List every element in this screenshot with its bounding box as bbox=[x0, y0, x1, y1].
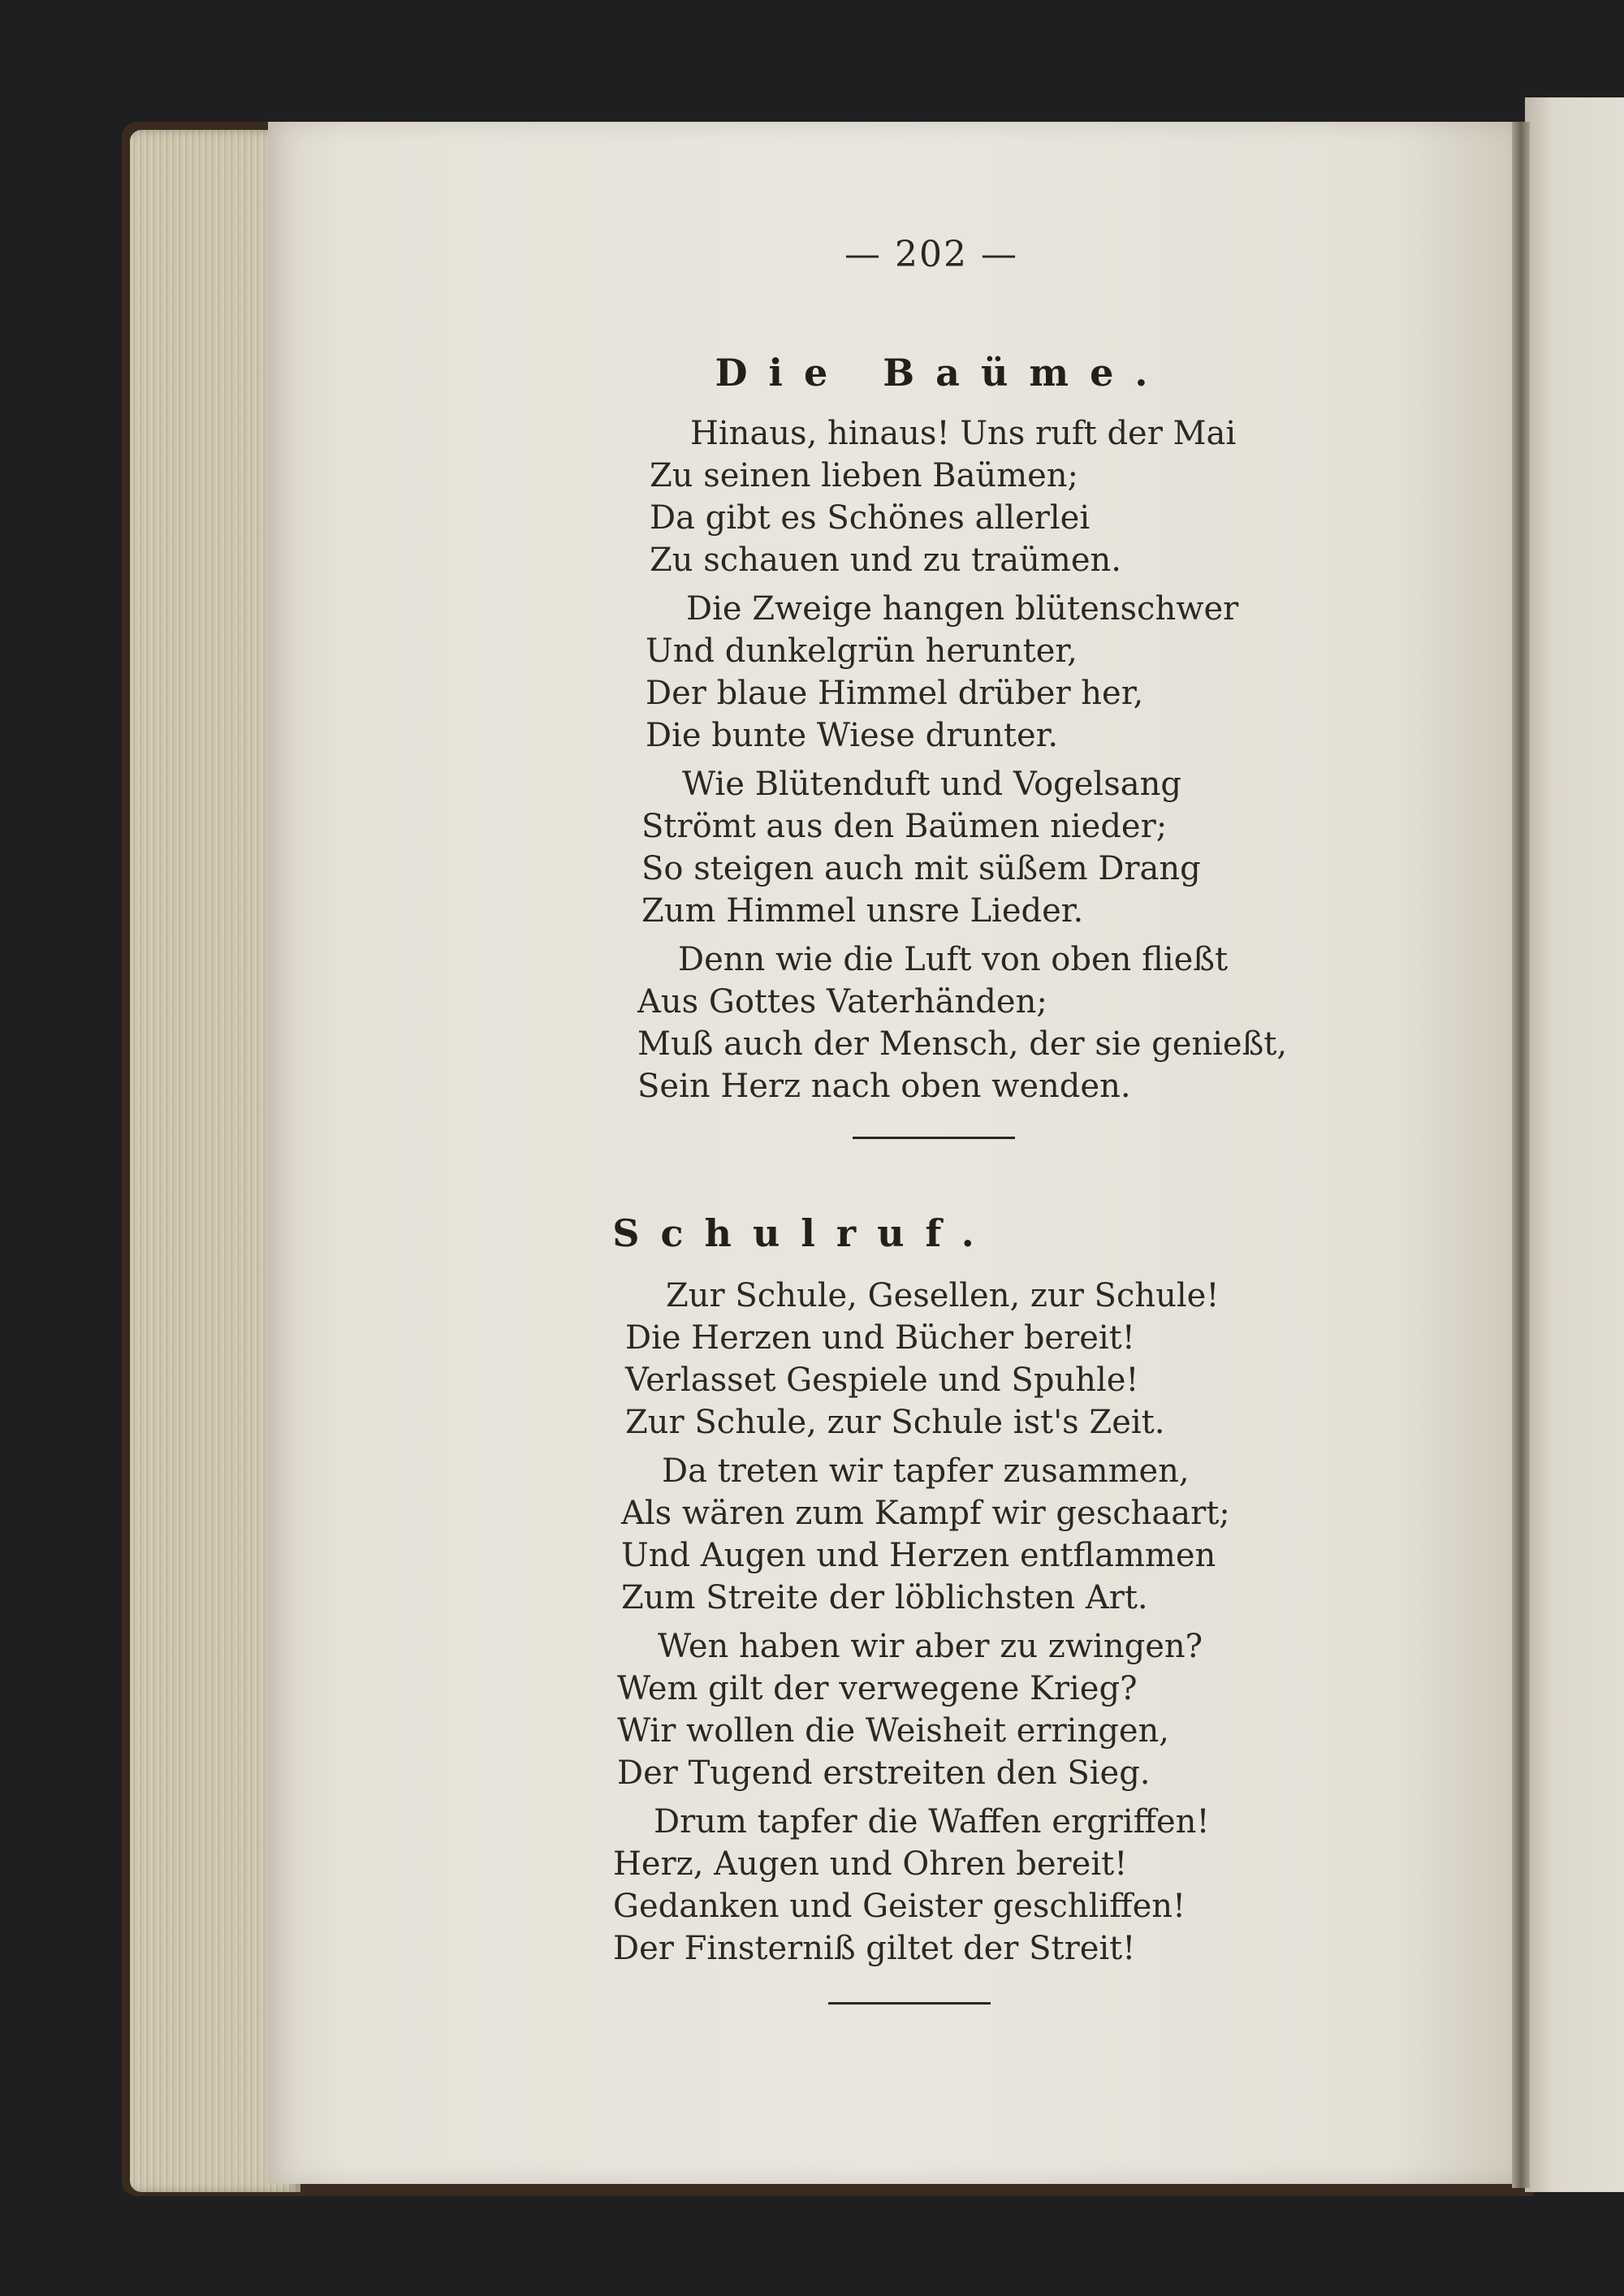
stanza bbox=[621, 1450, 1271, 1619]
stanza bbox=[646, 588, 1295, 757]
verse-line: Der blaue Himmel drüber her, bbox=[646, 675, 1144, 712]
verse-line: Zu schauen und zu traümen. bbox=[650, 542, 1121, 579]
section-divider bbox=[828, 2002, 991, 2005]
stanza bbox=[613, 1801, 1263, 1970]
facing-page bbox=[1525, 97, 1624, 2192]
verse-line: Zum Streite der löblichsten Art. bbox=[621, 1579, 1148, 1616]
verse-line: Drum tapfer die Waffen ergriffen! bbox=[654, 1803, 1210, 1841]
verse-line: Aus Gottes Vaterhänden; bbox=[637, 983, 1047, 1021]
poem-title: Schulruf. bbox=[612, 1211, 996, 1255]
verse-line: Die bunte Wiese drunter. bbox=[646, 717, 1059, 754]
stanza bbox=[617, 1625, 1267, 1794]
verse-line: Zum Himmel unsre Lieder. bbox=[641, 892, 1084, 930]
verse-line: Zur Schule, zur Schule ist's Zeit. bbox=[625, 1404, 1165, 1441]
verse-line: Muß auch der Mensch, der sie genießt, bbox=[637, 1025, 1288, 1063]
verse-line: Die Zweige hangen blütenschwer bbox=[686, 590, 1239, 628]
page-number: — 202 — bbox=[844, 234, 1018, 275]
page-gutter bbox=[1512, 122, 1530, 2188]
verse-line: Verlasset Gespiele und Spuhle! bbox=[625, 1362, 1139, 1399]
stanza bbox=[641, 763, 1291, 932]
verse-line: Wir wollen die Weisheit erringen, bbox=[617, 1712, 1169, 1750]
verse-line: Wem gilt der verwegene Krieg? bbox=[617, 1670, 1138, 1707]
verse-line: Als wären zum Kampf wir geschaart; bbox=[621, 1495, 1230, 1532]
verse-line: Wen haben wir aber zu zwingen? bbox=[658, 1628, 1203, 1665]
verse-line: Der Finsterniß giltet der Streit! bbox=[613, 1930, 1136, 1967]
verse-line: Und Augen und Herzen entflammen bbox=[621, 1537, 1216, 1574]
verse-line: Die Herzen und Bücher bereit! bbox=[625, 1319, 1135, 1357]
verse-line: So steigen auch mit süßem Drang bbox=[641, 850, 1201, 887]
verse-line: Herz, Augen und Ohren bereit! bbox=[613, 1845, 1128, 1883]
verse-line: Denn wie die Luft von oben fließt bbox=[678, 941, 1229, 978]
verse-line: Hinaus, hinaus! Uns ruft der Mai bbox=[690, 415, 1237, 452]
section-divider bbox=[853, 1137, 1015, 1139]
verse-line: Und dunkelgrün herunter, bbox=[646, 632, 1078, 670]
verse-line: Da treten wir tapfer zusammen, bbox=[662, 1452, 1190, 1490]
verse-line: Da gibt es Schönes allerlei bbox=[650, 499, 1091, 537]
stanza bbox=[625, 1275, 1275, 1444]
verse-line: Der Tugend erstreiten den Sieg. bbox=[617, 1754, 1151, 1792]
verse-line: Strömt aus den Baümen nieder; bbox=[641, 808, 1168, 845]
stanza bbox=[650, 412, 1299, 581]
poem-title: Die Baüme. bbox=[715, 351, 1169, 395]
stanza bbox=[637, 939, 1287, 1107]
verse-line: Zu seinen lieben Baümen; bbox=[650, 457, 1079, 494]
verse-line: Sein Herz nach oben wenden. bbox=[637, 1068, 1131, 1105]
verse-line: Zur Schule, Gesellen, zur Schule! bbox=[666, 1277, 1220, 1314]
verse-line: Wie Blütenduft und Vogelsang bbox=[682, 766, 1181, 803]
verse-line: Gedanken und Geister geschliffen! bbox=[613, 1888, 1186, 1925]
